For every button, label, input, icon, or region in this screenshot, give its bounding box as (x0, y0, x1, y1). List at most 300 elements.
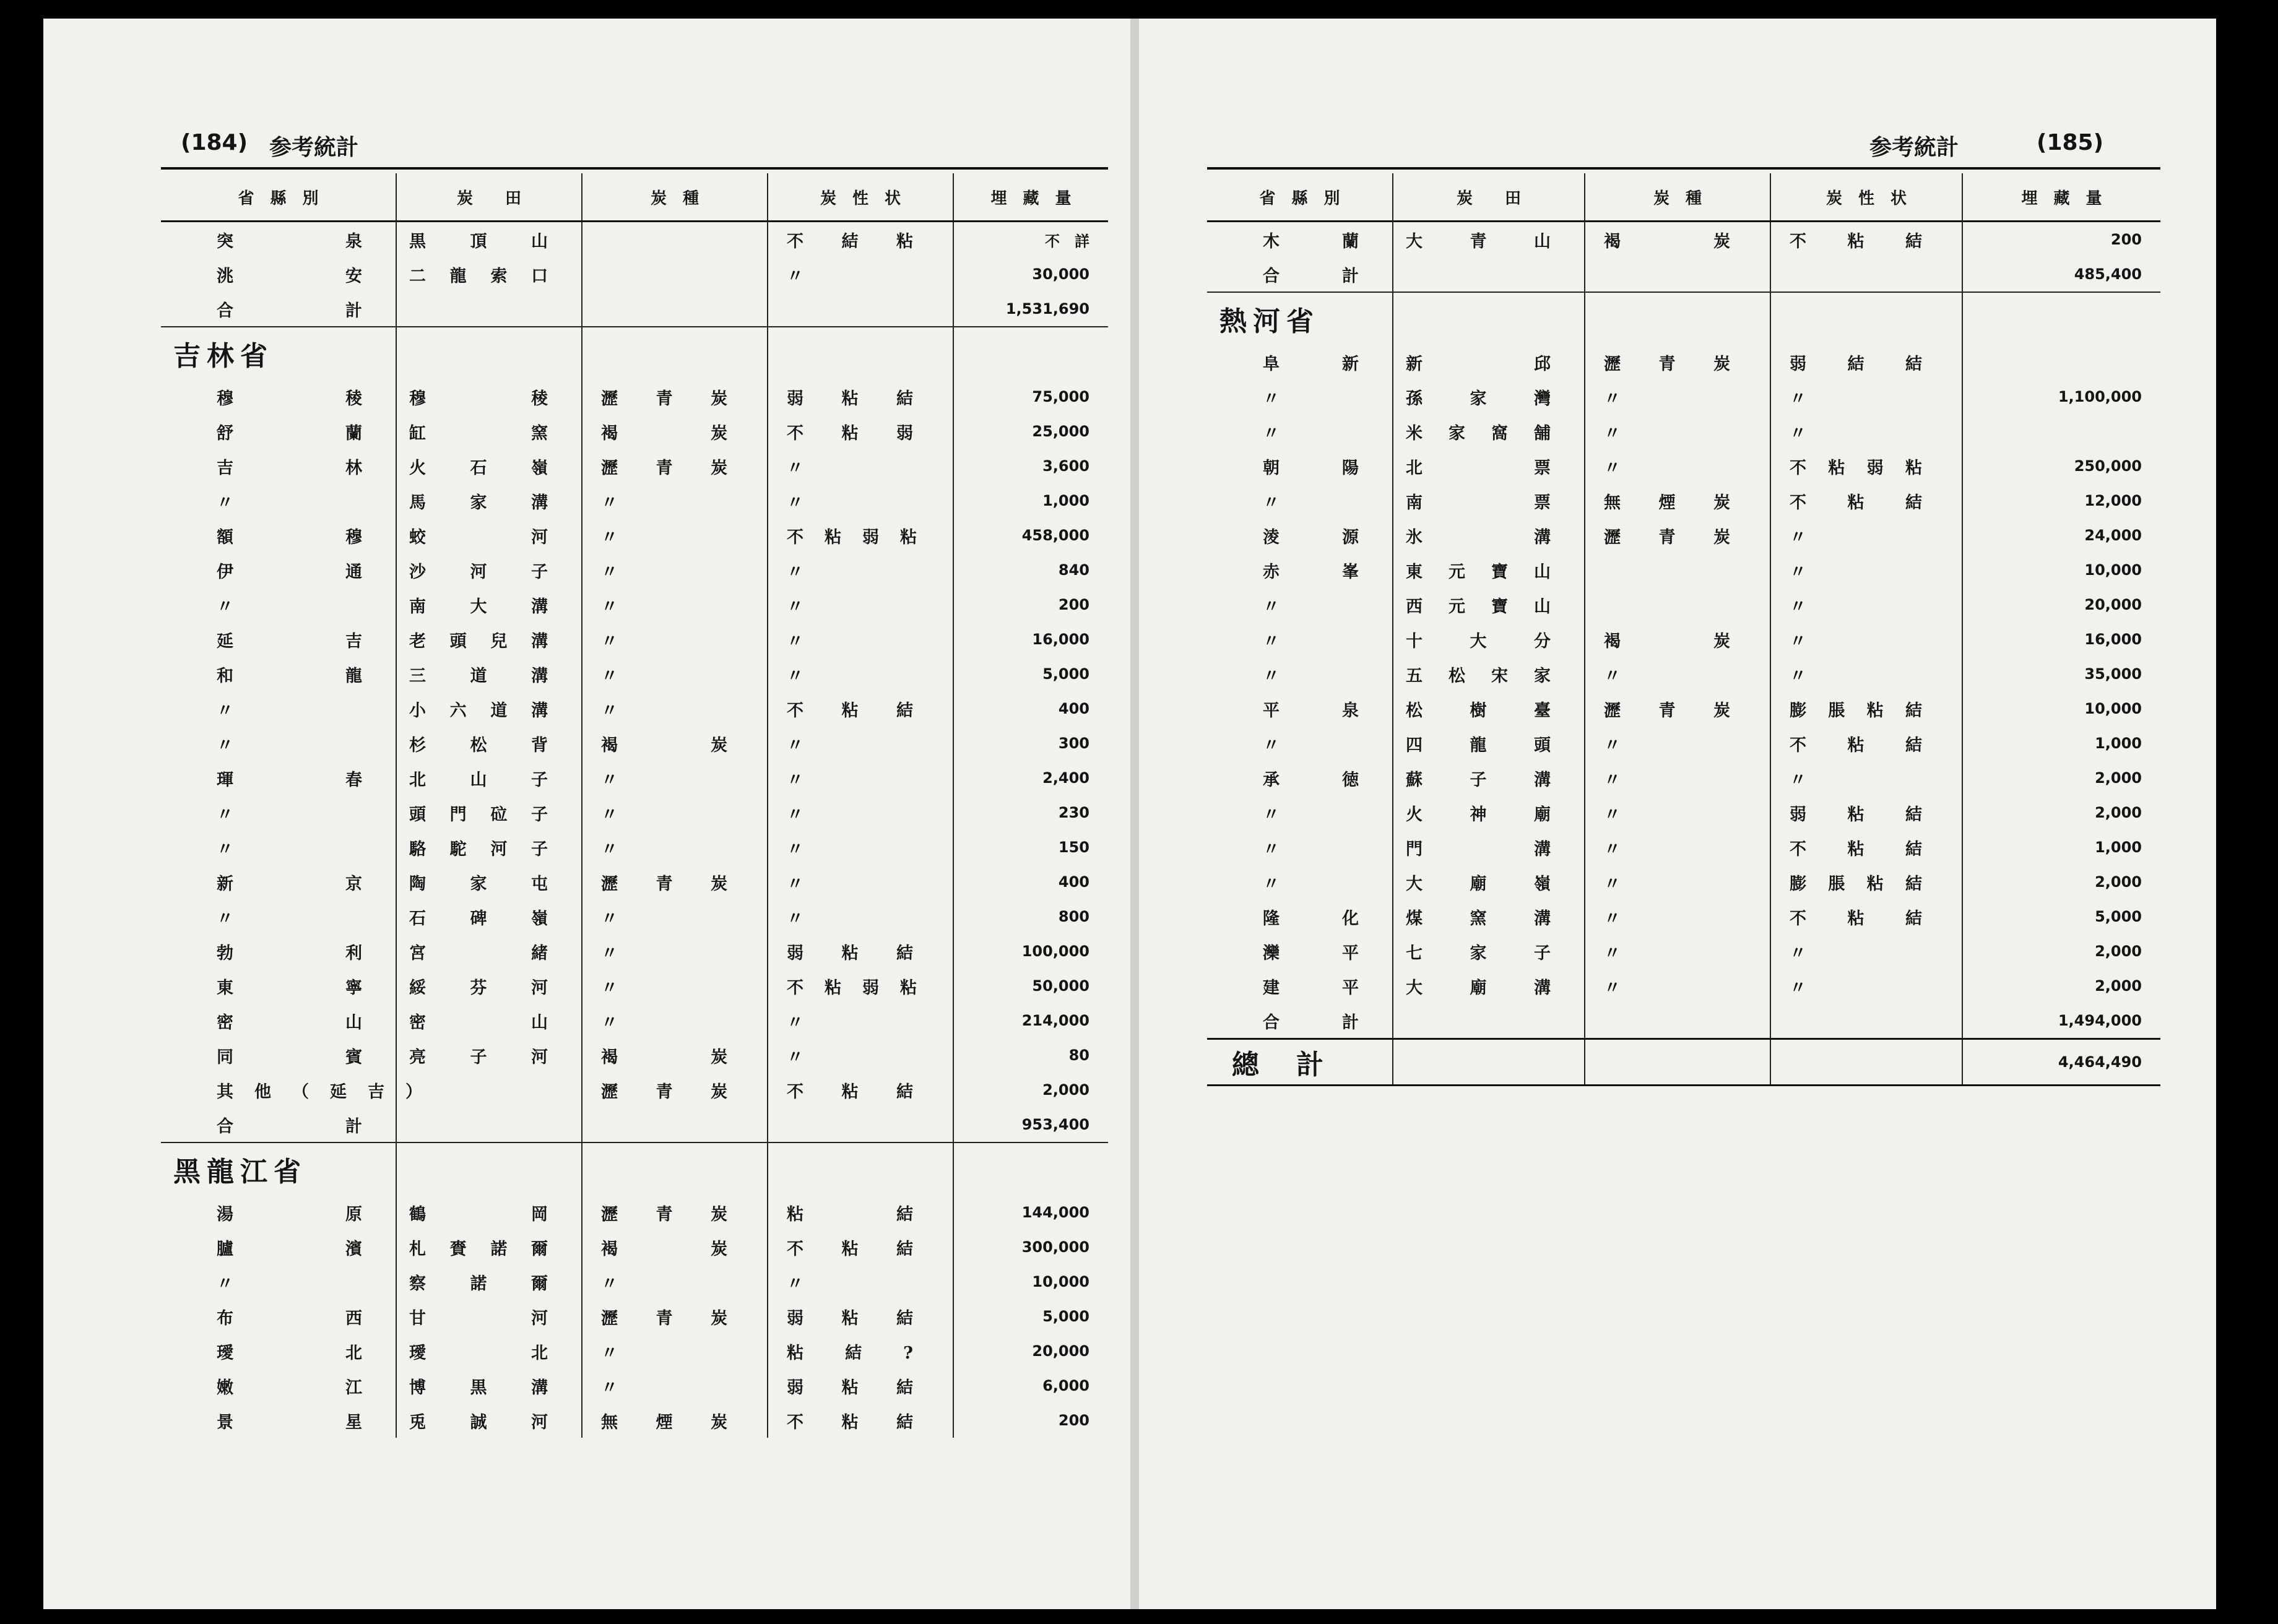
cell-type: 無煙炭 (1585, 483, 1770, 518)
cell-mine: 小六道溝 (396, 691, 582, 726)
cell-type: 〃 (582, 969, 768, 1003)
table-row (161, 483, 1108, 518)
page-number: (185) (2037, 130, 2104, 155)
grand-total-label: 總計 (1207, 1039, 1393, 1086)
header-reserve: 埋 藏 量 (1962, 173, 2160, 222)
cell-mine: 黒頂山 (396, 222, 582, 257)
cell-property: 〃 (1770, 761, 1962, 795)
cell-mine: 大青山 (1393, 222, 1585, 257)
table-row (161, 518, 1108, 553)
cell-reserve: 50,000 (953, 969, 1108, 1003)
table-row (1207, 795, 2160, 830)
cell-property: 膨脹粘結 (1770, 691, 1962, 726)
cell-type: 〃 (1585, 795, 1770, 830)
cell-property: 〃 (1770, 622, 1962, 657)
cell-province: 合計 (161, 292, 396, 327)
cell-province: 〃 (217, 493, 254, 512)
cell-reserve: 1,531,690 (953, 292, 1108, 327)
cell-province: 新京 (217, 874, 383, 894)
cell-type: 褐炭 (1585, 222, 1770, 257)
cell-reserve: 16,000 (1962, 622, 2160, 657)
cell-property: 不粘結 (1770, 726, 1962, 761)
cell-type: 〃 (582, 1264, 768, 1299)
cell-mine: 兎誠河 (396, 1403, 582, 1438)
table-row (161, 1038, 1108, 1073)
cell-province: 臚濱 (217, 1239, 383, 1259)
cell-property: 弱粘結 (768, 934, 953, 969)
cell-province: 〃 (1263, 631, 1301, 651)
cell-reserve: 10,000 (1962, 553, 2160, 587)
cell-type: 褐炭 (582, 414, 768, 449)
cell-province: 璦北 (217, 1343, 383, 1363)
cell-reserve: 10,000 (1962, 691, 2160, 726)
table-row (1207, 622, 2160, 657)
cell-property: 不粘結 (768, 1230, 953, 1264)
cell-type: 〃 (582, 622, 768, 657)
cell-reserve: 250,000 (1962, 449, 2160, 483)
cell-reserve: 144,000 (953, 1195, 1108, 1230)
table-row (1207, 657, 2160, 691)
cell-mine: 孫家灣 (1393, 379, 1585, 414)
cell-mine: 亮子河 (396, 1038, 582, 1073)
cell-province: 〃 (217, 805, 254, 824)
cell-mine: 鶴岡 (396, 1195, 582, 1230)
cell-property: 弱粘結 (768, 1368, 953, 1403)
cell-type: 〃 (582, 1368, 768, 1403)
cell-province: 洮安 (217, 266, 383, 286)
cell-mine: 馬家溝 (396, 483, 582, 518)
cell-reserve: 20,000 (953, 1334, 1108, 1368)
table-row (161, 657, 1108, 691)
cell-type: 〃 (582, 1334, 768, 1368)
subtotal-row (161, 1107, 1108, 1142)
region-heading-row (1207, 292, 2160, 345)
left-page (43, 19, 1139, 1609)
cell-reserve: 458,000 (953, 518, 1108, 553)
table-row (161, 1334, 1108, 1368)
table-row (1207, 865, 2160, 899)
cell-mine: 蘇子溝 (1393, 761, 1585, 795)
cell-reserve: 1,100,000 (1962, 379, 2160, 414)
cell-mine: 頭門砬子 (396, 795, 582, 830)
table-row (1207, 518, 2160, 553)
cell-mine: 穆稜 (396, 379, 582, 414)
table-row (1207, 449, 2160, 483)
cell-type: 〃 (582, 691, 768, 726)
cell-mine: 三道溝 (396, 657, 582, 691)
cell-mine: 璦北 (396, 1334, 582, 1368)
table-row (161, 379, 1108, 414)
cell-mine: 大廟溝 (1393, 969, 1585, 1003)
coal-reserve-table (1207, 173, 2160, 1086)
subtotal-row (1207, 257, 2160, 292)
cell-property: 弱粘結 (768, 379, 953, 414)
cell-property: 〃 (1770, 969, 1962, 1003)
cell-reserve: 75,000 (953, 379, 1108, 414)
cell-mine: 門溝 (1393, 830, 1585, 865)
table-row (161, 449, 1108, 483)
cell-mine: 煤窯溝 (1393, 899, 1585, 934)
cell-province: 〃 (217, 909, 254, 928)
header-mine: 炭 田 (1393, 173, 1585, 222)
cell-mine: 石碑嶺 (396, 899, 582, 934)
cell-reserve: 150 (953, 830, 1108, 865)
cell-province: 阜新 (1263, 354, 1380, 374)
cell-type: 〃 (582, 587, 768, 622)
table-row (161, 257, 1108, 292)
cell-mine: 氷溝 (1393, 518, 1585, 553)
cell-type: 無煙炭 (582, 1403, 768, 1438)
cell-reserve: 800 (953, 899, 1108, 934)
cell-mine: 北山子 (396, 761, 582, 795)
cell-reserve: 400 (953, 865, 1108, 899)
cell-property: 〃 (768, 1038, 953, 1073)
cell-property: 〃 (768, 622, 953, 657)
cell-reserve: 840 (953, 553, 1108, 587)
cell-type (582, 1107, 768, 1142)
cell-type: 瀝青炭 (582, 379, 768, 414)
cell-property: 〃 (768, 587, 953, 622)
cell-province: 〃 (1263, 389, 1301, 408)
cell-province: 合計 (1207, 257, 1393, 292)
cell-province: 合計 (161, 1107, 396, 1142)
cell-property: 不粘結 (1770, 830, 1962, 865)
cell-property: 弱粘結 (768, 1299, 953, 1334)
cell-province: 合計 (1207, 1003, 1393, 1039)
cell-province: 〃 (217, 701, 254, 720)
cell-property: 弱粘結 (1770, 795, 1962, 830)
cell-type (1585, 587, 1770, 622)
cell-reserve: 100,000 (953, 934, 1108, 969)
cell-mine: 察諾爾 (396, 1264, 582, 1299)
cell-province: 赤峯 (1263, 562, 1380, 582)
table-row (161, 830, 1108, 865)
cell-province: 嫩江 (217, 1378, 383, 1397)
header-reserve: 埋 藏 量 (953, 173, 1108, 222)
cell-type: 瀝青炭 (582, 1073, 768, 1107)
cell-mine: 博黒溝 (396, 1368, 582, 1403)
cell-type: 瀝青炭 (1585, 345, 1770, 379)
cell-mine: 甘河 (396, 1299, 582, 1334)
cell-type: 〃 (1585, 414, 1770, 449)
cell-property (1770, 257, 1962, 292)
cell-reserve: 200 (1962, 222, 2160, 257)
cell-mine: 密山 (396, 1003, 582, 1038)
table-row (161, 1073, 1108, 1107)
cell-mine: 南票 (1393, 483, 1585, 518)
cell-type (1585, 553, 1770, 587)
cell-property: 膨脹粘結 (1770, 865, 1962, 899)
grand-total-row (1207, 1039, 2160, 1086)
cell-property: 〃 (1770, 553, 1962, 587)
table-row (161, 969, 1108, 1003)
cell-type: 〃 (582, 1003, 768, 1038)
cell-mine (396, 1107, 582, 1142)
cell-property: 不粘弱粘 (768, 969, 953, 1003)
cell-mine (396, 292, 582, 327)
cell-property (768, 1107, 953, 1142)
cell-reserve: 400 (953, 691, 1108, 726)
table-row (161, 726, 1108, 761)
cell-province: 灤平 (1263, 943, 1380, 963)
cell-province: 伊通 (217, 562, 383, 582)
running-title: 参考統計 (1869, 135, 1959, 160)
table-row (161, 795, 1108, 830)
cell-mine: 老頭兒溝 (396, 622, 582, 657)
cell-reserve: 3,600 (953, 449, 1108, 483)
table-row (1207, 553, 2160, 587)
cell-type: 〃 (1585, 899, 1770, 934)
page-number: (184) (181, 130, 248, 155)
table-row (1207, 969, 2160, 1003)
cell-province: 穆稜 (217, 389, 383, 408)
table-row (1207, 222, 2160, 257)
table-header-row (1207, 173, 2160, 222)
cell-type: 瀝青炭 (1585, 691, 1770, 726)
cell-province: 額穆 (217, 527, 383, 547)
cell-mine: 西元寶山 (1393, 587, 1585, 622)
cell-reserve: 1,494,000 (1962, 1003, 2160, 1039)
cell-property: 粘結? (768, 1334, 953, 1368)
header-mine: 炭 田 (396, 173, 582, 222)
cell-property: 〃 (768, 830, 953, 865)
cell-reserve: 1,000 (953, 483, 1108, 518)
table-body (1207, 222, 2160, 1039)
cell-reserve: 10,000 (953, 1264, 1108, 1299)
table-row (161, 865, 1108, 899)
cell-type: 〃 (1585, 657, 1770, 691)
cell-reserve: 2,000 (1962, 865, 2160, 899)
table-row (1207, 934, 2160, 969)
cell-type: 〃 (1585, 449, 1770, 483)
cell-province: 平泉 (1263, 701, 1380, 720)
table-row (1207, 414, 2160, 449)
cell-mine: 杉松背 (396, 726, 582, 761)
cell-province: 吉林 (217, 458, 383, 478)
cell-reserve: 300,000 (953, 1230, 1108, 1264)
cell-type: 〃 (1585, 865, 1770, 899)
cell-reserve: 12,000 (1962, 483, 2160, 518)
header-province: 省 縣 別 (1207, 173, 1393, 222)
cell-reserve: 2,400 (953, 761, 1108, 795)
table-row (1207, 691, 2160, 726)
table-body (161, 222, 1108, 1438)
right-page (1139, 19, 2216, 1609)
cell-property: 不粘結 (1770, 222, 1962, 257)
cell-province: 隆化 (1263, 909, 1380, 928)
cell-reserve (1962, 345, 2160, 379)
cell-property: 〃 (1770, 518, 1962, 553)
cell-type: 〃 (1585, 761, 1770, 795)
cell-property: 不粘結 (768, 1403, 953, 1438)
cell-reserve: 5,000 (953, 657, 1108, 691)
region-heading-row (161, 1142, 1108, 1195)
cell-reserve: 80 (953, 1038, 1108, 1073)
table-row (161, 1403, 1108, 1438)
cell-mine: 十大分 (1393, 622, 1585, 657)
header-type: 炭 種 (1585, 173, 1770, 222)
cell-type: 瀝青炭 (582, 1195, 768, 1230)
grand-total-value: 4,464,490 (1962, 1039, 2160, 1086)
table-row (1207, 483, 2160, 518)
table-row (1207, 345, 2160, 379)
cell-property: 〃 (768, 865, 953, 899)
cell-mine: 綏芬河 (396, 969, 582, 1003)
table-row (1207, 761, 2160, 795)
table-row (161, 899, 1108, 934)
cell-reserve: 16,000 (953, 622, 1108, 657)
region-heading-row (161, 327, 1108, 379)
cell-property: 〃 (768, 257, 953, 292)
cell-mine: 二龍索口 (396, 257, 582, 292)
cell-property: 粘結 (768, 1195, 953, 1230)
table-row (161, 1230, 1108, 1264)
cell-mine: 札賚諾爾 (396, 1230, 582, 1264)
cell-reserve: 2,000 (1962, 969, 2160, 1003)
header-property: 炭 性 状 (768, 173, 953, 222)
cell-property: 〃 (1770, 379, 1962, 414)
cell-province: 〃 (217, 735, 254, 755)
cell-reserve: 2,000 (1962, 934, 2160, 969)
cell-type: 〃 (582, 483, 768, 518)
cell-type (582, 257, 768, 292)
cell-reserve (1962, 414, 2160, 449)
cell-province: 湯原 (217, 1204, 383, 1224)
top-rule (161, 167, 1108, 170)
cell-province: 〃 (1263, 597, 1301, 616)
table-row (161, 934, 1108, 969)
cell-type: 瀝青炭 (1585, 518, 1770, 553)
cell-mine: 宮緒 (396, 934, 582, 969)
cell-reserve: 5,000 (1962, 899, 2160, 934)
cell-reserve: 2,000 (953, 1073, 1108, 1107)
cell-province: 舒蘭 (217, 423, 383, 443)
cell-province: 密山 (217, 1013, 383, 1032)
cell-type: 褐炭 (582, 1230, 768, 1264)
region-heading: 熱河省 (1219, 306, 1320, 337)
cell-type: 瀝青炭 (582, 865, 768, 899)
table-row (1207, 379, 2160, 414)
cell-province: 景星 (217, 1412, 383, 1432)
cell-mine: 缸窯 (396, 414, 582, 449)
cell-province: 〃 (1263, 666, 1301, 686)
table-header-row (161, 173, 1108, 222)
cell-reserve: 1,000 (1962, 830, 2160, 865)
cell-property: 不結粘 (768, 222, 953, 257)
table-row (1207, 899, 2160, 934)
cell-reserve: 35,000 (1962, 657, 2160, 691)
region-heading: 黑龍江省 (173, 1156, 307, 1188)
cell-province: 突泉 (217, 231, 383, 251)
cell-province: 承徳 (1263, 770, 1380, 790)
table-row (161, 622, 1108, 657)
cell-type: 〃 (582, 518, 768, 553)
cell-mine: 火石嶺 (396, 449, 582, 483)
cell-reserve: 5,000 (953, 1299, 1108, 1334)
cell-mine: 七家子 (1393, 934, 1585, 969)
table-row (161, 1195, 1108, 1230)
table-row (161, 1368, 1108, 1403)
cell-province: 勃利 (217, 943, 383, 963)
cell-type: 褐炭 (582, 1038, 768, 1073)
cell-reserve: 30,000 (953, 257, 1108, 292)
table-row (1207, 726, 2160, 761)
cell-province: 〃 (217, 597, 254, 616)
cell-property (1770, 1003, 1962, 1039)
cell-mine: 四龍頭 (1393, 726, 1585, 761)
cell-type: 〃 (582, 553, 768, 587)
cell-type: 〃 (582, 830, 768, 865)
cell-property (768, 292, 953, 327)
cell-type: 〃 (1585, 934, 1770, 969)
cell-province: 〃 (1263, 874, 1301, 894)
cell-type (582, 222, 768, 257)
cell-type: 〃 (1585, 830, 1770, 865)
cell-mine (1393, 257, 1585, 292)
cell-mine: 新邱 (1393, 345, 1585, 379)
cell-province: 琿春 (217, 770, 383, 790)
cell-property: 〃 (768, 795, 953, 830)
cell-type (1585, 257, 1770, 292)
cell-province: 〃 (1263, 805, 1301, 824)
cell-mine: 大廟嶺 (1393, 865, 1585, 899)
cell-province: 其他（延吉） (217, 1082, 443, 1102)
cell-mine: 東元寶山 (1393, 553, 1585, 587)
region-heading: 吉林省 (173, 340, 274, 372)
cell-province: 〃 (1263, 839, 1301, 859)
cell-province: 東寧 (217, 978, 383, 998)
table-row (161, 414, 1108, 449)
cell-province: 〃 (217, 1274, 254, 1294)
table-row (161, 691, 1108, 726)
cell-type: 褐炭 (582, 726, 768, 761)
cell-property: 〃 (768, 761, 953, 795)
cell-type: 瀝青炭 (582, 449, 768, 483)
table-row (161, 1003, 1108, 1038)
running-title: 参考統計 (269, 135, 359, 160)
cell-province: 淩源 (1263, 527, 1380, 547)
cell-property: 不粘弱粘 (1770, 449, 1962, 483)
cell-mine: 沙河子 (396, 553, 582, 587)
cell-reserve: 20,000 (1962, 587, 2160, 622)
cell-reserve: 6,000 (953, 1368, 1108, 1403)
cell-property: 〃 (1770, 414, 1962, 449)
cell-province: 〃 (217, 839, 254, 859)
cell-property: 〃 (768, 726, 953, 761)
cell-reserve: 953,400 (953, 1107, 1108, 1142)
cell-property: 不粘弱 (768, 414, 953, 449)
cell-province: 布西 (217, 1308, 383, 1328)
cell-property: 〃 (1770, 934, 1962, 969)
cell-mine (1393, 1003, 1585, 1039)
top-rule (1207, 167, 2160, 170)
cell-reserve: 485,400 (1962, 257, 2160, 292)
cell-type (1585, 1003, 1770, 1039)
subtotal-row (1207, 1003, 2160, 1039)
cell-type: 褐炭 (1585, 622, 1770, 657)
cell-province: 延吉 (217, 631, 383, 651)
cell-property: 弱結結 (1770, 345, 1962, 379)
cell-property: 〃 (768, 1264, 953, 1299)
table-row (161, 1264, 1108, 1299)
cell-property: 不粘結 (768, 1073, 953, 1107)
cell-property: 不粘結 (1770, 483, 1962, 518)
cell-property: 不粘弱粘 (768, 518, 953, 553)
cell-type (582, 292, 768, 327)
cell-reserve: 1,000 (1962, 726, 2160, 761)
cell-reserve: 2,000 (1962, 795, 2160, 830)
subtotal-row (161, 292, 1108, 327)
